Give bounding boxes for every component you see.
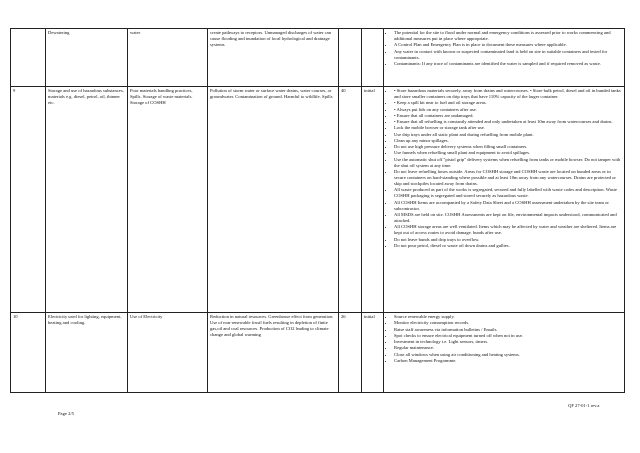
status-cell: initial	[362, 313, 384, 393]
status-cell	[362, 29, 384, 87]
control-item: • All COSHH storage areas are well ventilated. Items which may be affected by water and weather are sheltered. Items are kept out of access routes to avoid damage. bunds after use.	[394, 224, 622, 236]
control-item: • Do not leave bunds and drip trays to overflow.	[394, 237, 622, 243]
controls-cell	[384, 29, 625, 87]
control-item: • Regular maintenance.	[394, 345, 622, 351]
control-item: • • Always put lids on any containers after use.	[394, 107, 622, 113]
table-row	[11, 313, 625, 393]
document-reference: QF 27-01-1 rev.a	[568, 403, 600, 408]
aspect-cell: water	[128, 29, 208, 87]
control-item: • A Control Plan and Emergency Plan is in place to document these measures where applicable.	[394, 42, 622, 48]
controls-cell	[384, 313, 625, 393]
controls-list	[386, 30, 622, 67]
activity-cell: Dewatering	[46, 29, 128, 87]
risk-table-body	[11, 29, 625, 393]
aspect-cell: Poor materials handling practices, Spills. Storage of waste materials. Storage of COSHH	[128, 87, 208, 313]
control-item: • Carbon Management Programme.	[394, 358, 622, 364]
impact-cell: create pathways to receptors. Unmanaged discharges of water can cause flooding and inundation of local hydrological and drainage systems	[208, 29, 339, 87]
control-item: • All MSDS are held on site. COSHH Assessments are kept on file, environmental impacts understood, communicated and attached.	[394, 212, 622, 224]
control-item: • Spot checks to ensure electrical equipment turned off when not in use.	[394, 333, 622, 339]
control-item: • Lock the mobile bowser or storage tank after use.	[394, 125, 622, 131]
control-item: • Source renewable energy supply.	[394, 314, 622, 320]
control-item: • Do not use high pressure delivery systems when filling small containers.	[394, 144, 622, 150]
control-item: • The potential for the site to flood under normal and emergency conditions is assessed prior to works commencing and additional measures put in place where appropriate.	[394, 30, 622, 42]
table-row	[11, 87, 625, 313]
control-item: • Contaminants: If any trace of contaminants are identified the water is sampled and if required removed as waste.	[394, 61, 622, 67]
control-item: • Do not leave refuelling hoses outside. Areas for COSHH storage and COSHH waste are located on bunded areas or in secure containers on hard-standing where possible and at least 10m away from any watercourses. Drains are protected or skip and stockpiles located away from drains.	[394, 169, 622, 187]
status-cell: initial	[362, 87, 384, 313]
page-number: Page 2/5	[58, 411, 74, 416]
control-item: • Use funnels when refuelling small plant and equipment to avoid spillages.	[394, 150, 622, 156]
table-row	[11, 29, 625, 87]
row-number-cell: 10	[11, 313, 46, 393]
control-item: • Raise staff awareness via information bulletins / Emails.	[394, 327, 622, 333]
control-item: • Clean up any minor spillages.	[394, 138, 622, 144]
control-item: • Investment in technology i.e. Light sensors, timers.	[394, 339, 622, 345]
activity-cell: Electricity used for lighting, equipment, heating and cooling.	[46, 313, 128, 393]
controls-cell	[384, 87, 625, 313]
control-item: • Do not pour petrol, diesel or waste oil down drains and gullies.	[394, 243, 622, 249]
control-item: • • Store hazardous materials securely, away from drains and watercourses. • Store bulk petrol, diesel and oil in bunded tanks and store smaller containers on drip trays that have 110% capacity of the larger container.	[394, 88, 622, 100]
control-item: • • Keep a spill kit near to fuel and oil storage areas.	[394, 100, 622, 106]
controls-list	[386, 314, 622, 364]
control-item: • • Ensure that all containers are undamaged.	[394, 113, 622, 119]
aspect-cell: Use of Electricity	[128, 313, 208, 393]
score-cell	[339, 29, 362, 87]
control-item: • Any water in contact with known or suspected contaminated land is held on site in suitable containers and tested for contaminants.	[394, 49, 622, 61]
control-item: • • Ensure that all refuelling is constantly attended and only undertaken at least 10m away from watercourses and drains.	[394, 119, 622, 125]
control-item: • Use drip trays under all static plant and during refuelling from mobile plant.	[394, 132, 622, 138]
impact-cell: Pollution of storm water or surface water drains, water courses, or groundwater. Contamination of ground. Harmful to wildlife. Spills	[208, 87, 339, 313]
impact-cell: Reduction in natural resources. Greenhouse effect from generation. Use of non-renewable fossil fuels resulting in depletion of finite gas,oil and coal resources. Production of CO2 leading to climate change and global warming	[208, 313, 339, 393]
row-number-cell	[11, 29, 46, 87]
risk-table	[10, 28, 625, 393]
score-cell: 26	[339, 313, 362, 393]
row-number-cell: 9	[11, 87, 46, 313]
control-item: • Use the automatic shut off "pistol grip" delivery systems when refuelling from tanks or mobile bowser. Do not tamper with the shut off system at any time.	[394, 157, 622, 169]
control-item: • All waste produced as part of the works is segregated, secured and fully labelled with waste codes and description. Waste COSHH packaging is segregated and stored securely as hazardous waste.	[394, 187, 622, 199]
control-item: • Close all windows when using air conditioning and heating systems.	[394, 352, 622, 358]
activity-cell: Storage and use of hazardous substances, materials e.g. diesel, petrol, oil, thinner etc.	[46, 87, 128, 313]
score-cell: 40	[339, 87, 362, 313]
control-item: • Monitor electricity consumption records.	[394, 320, 622, 326]
control-item: • All COSHH Items are accompanied by a Safety Data Sheet and a COSHH assessment undertaken by the site team or subcontractor.	[394, 200, 622, 212]
controls-list	[386, 88, 622, 249]
